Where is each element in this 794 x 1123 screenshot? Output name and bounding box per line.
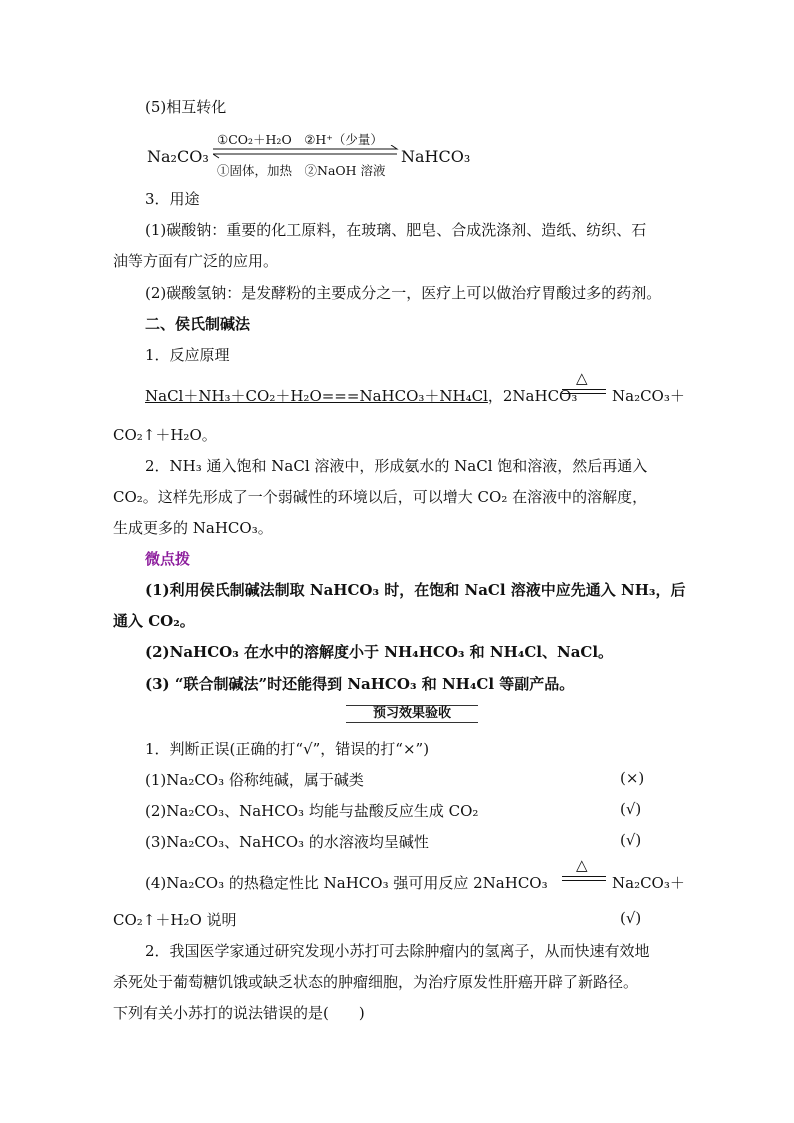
tip-2: (2)NaHCO₃ 在水中的溶解度小于 NH₄HCO₃ 和 NH₄Cl、NaCl。: [145, 643, 614, 661]
judgement-2: (2)Na₂CO₃、NaHCO₃ 均能与盐酸反应生成 CO₂: [145, 802, 479, 820]
paragraph-2-line2: CO₂。这样先形成了一个弱碱性的环境以后，可以增大 CO₂ 在溶液中的溶解度，: [113, 488, 648, 506]
question-2-line2: 杀死处于葡萄糖饥饿或缺乏状态的肿瘤细胞，为治疗原发性肝癌开辟了新路径。: [113, 973, 639, 991]
judgement-4-line1: (4)Na₂CO₃ 的热稳定性比 NaHCO₃ 强可用反应 2NaHCO₃: [145, 874, 548, 892]
heading-reaction-principle: 1．反应原理: [145, 346, 230, 364]
question-2-line1: 2．我国医学家通过研究发现小苏打可去除肿瘤内的氢离子，从而快速有效地: [145, 942, 650, 960]
judgement-4-line2: CO₂↑＋H₂O 说明: [113, 911, 237, 929]
decomposition-equation-lhs: ，2NaHCO₃: [487, 387, 578, 405]
reaction-equation-line2: CO₂↑＋H₂O。: [113, 426, 217, 444]
section-title-uses: 3．用途: [145, 190, 200, 208]
conversion-forward-conditions: ①CO₂＋H₂O ②H⁺（少量）: [217, 132, 383, 147]
conversion-reactant: Na₂CO₃: [147, 147, 209, 166]
paragraph-2-line3: 生成更多的 NaHCO₃。: [113, 519, 273, 537]
heat-symbol-2: △: [576, 856, 588, 874]
judgement-2-answer: (√): [620, 800, 642, 818]
section-banner: 预习效果验收: [346, 705, 478, 723]
judgement-4-answer: (√): [620, 909, 642, 927]
judgement-4-rhs: Na₂CO₃＋: [612, 874, 685, 892]
question-1-title: 1．判断正误(正确的打“√”，错误的打“×”): [145, 740, 430, 758]
tip-heading: 微点拨: [145, 550, 191, 568]
judgement-1: (1)Na₂CO₃ 俗称纯碱，属于碱类: [145, 771, 364, 789]
section-title-interconversion: (5)相互转化: [145, 98, 227, 116]
heat-equals-sign: [562, 369, 606, 403]
judgement-3: (3)Na₂CO₃、NaHCO₃ 的水溶液均呈碱性: [145, 833, 429, 851]
judgement-1-answer: (×): [620, 769, 645, 787]
judgement-3-answer: (√): [620, 831, 642, 849]
heading-hou-process: 二、侯氏制碱法: [145, 315, 251, 333]
paragraph-2-line1: 2．NH₃ 通入饱和 NaCl 溶液中，形成氨水的 NaCl 饱和溶液，然后再通入: [145, 457, 648, 475]
tip-3: (3) “联合制碱法”时还能得到 NaHCO₃ 和 NH₄Cl 等副产品。: [145, 675, 575, 693]
tip-1-line2: 通入 CO₂。: [113, 612, 195, 630]
conversion-reverse-conditions: ①固体，加热 ②NaOH 溶液: [217, 163, 386, 178]
conversion-diagram: [147, 130, 471, 180]
conversion-product: NaHCO₃: [401, 147, 471, 166]
question-2-line3: 下列有关小苏打的说法错误的是( ): [113, 1004, 365, 1022]
heat-symbol: △: [576, 369, 588, 387]
heat-equals-sign-2: [562, 856, 606, 890]
use-sodium-bicarbonate: (2)碳酸氢钠：是发酵粉的主要成分之一，医疗上可以做治疗胃酸过多的药剂。: [145, 284, 662, 302]
conversion-double-arrow: [213, 145, 399, 159]
use-sodium-carbonate-line1: (1)碳酸钠：重要的化工原料，在玻璃、肥皂、合成洗涤剂、造纸、纺织、石: [145, 221, 647, 239]
decomposition-equation-rhs: Na₂CO₃＋: [612, 387, 685, 405]
tip-1-line1: (1)利用侯氏制碱法制取 NaHCO₃ 时，在饱和 NaCl 溶液中应先通入 NH₃，后: [145, 581, 686, 599]
hou-reaction-equation: NaCl＋NH₃＋CO₂＋H₂O===NaHCO₃＋NH₄Cl: [145, 387, 488, 405]
use-sodium-carbonate-line2: 油等方面有广泛的应用。: [113, 252, 279, 270]
reaction-equation-line1: [145, 385, 577, 407]
